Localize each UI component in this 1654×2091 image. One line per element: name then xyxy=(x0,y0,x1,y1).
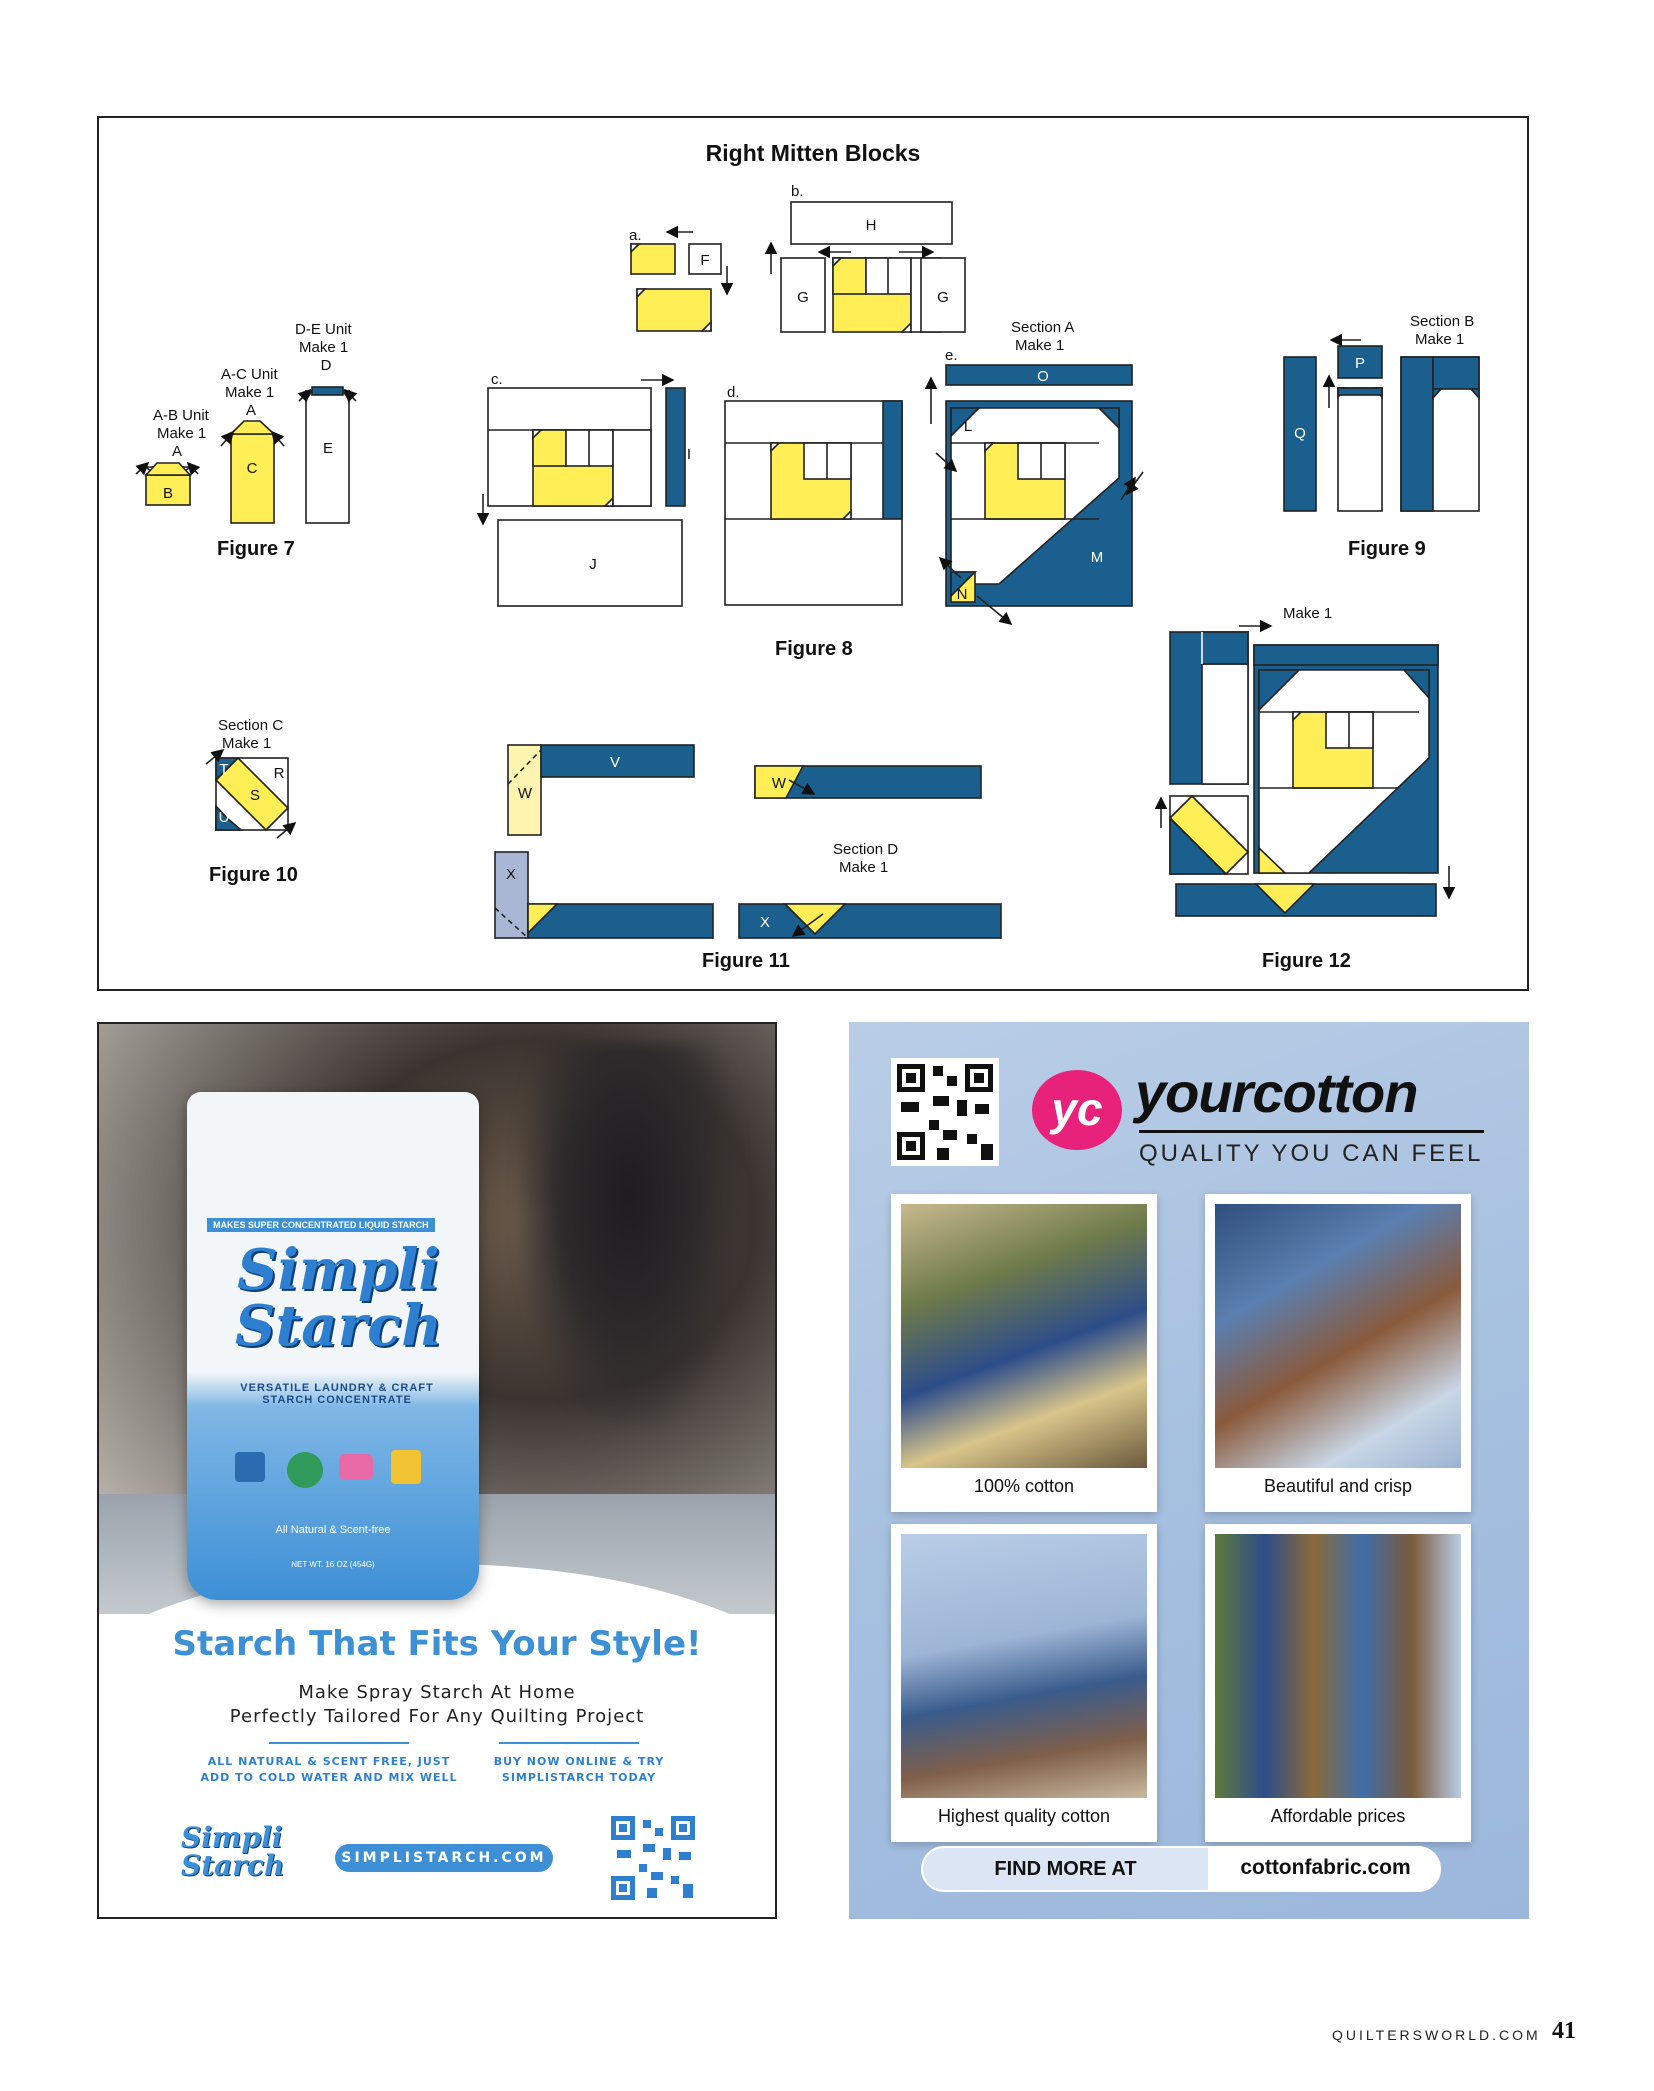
product-card-cotton[interactable] xyxy=(891,1194,1157,1512)
card-caption: Affordable prices xyxy=(1270,1806,1406,1826)
yourcotton-brand: yourcotton xyxy=(1135,1061,1418,1124)
page-number: 41 xyxy=(1552,2018,1576,2044)
piece-x-1: X xyxy=(505,866,517,883)
piece-p: P xyxy=(1354,355,1366,372)
piece-n: N xyxy=(956,586,968,603)
benefit-left-1: ALL NATURAL & SCENT FREE, JUST xyxy=(207,1755,451,1768)
step-b: b. xyxy=(791,183,804,200)
footer-site: QUILTERSWORLD.COM xyxy=(1332,2027,1541,2043)
piece-w-1: W xyxy=(517,785,533,802)
yourcotton-qr-code[interactable] xyxy=(891,1058,999,1166)
piece-v: V xyxy=(609,754,621,771)
piece-g-right: G xyxy=(937,289,949,306)
benefit-left-2: ADD TO COLD WATER AND MIX WELL xyxy=(200,1771,458,1784)
piece-a-2: A xyxy=(245,402,257,419)
label-section-a: Section A xyxy=(1011,319,1075,336)
piece-w-2: W xyxy=(771,775,787,792)
figure-8-step-a xyxy=(631,232,727,331)
fabric-cutting-photo xyxy=(1215,1204,1461,1468)
piece-b: B xyxy=(162,485,174,502)
label-section-b-make: Make 1 xyxy=(1415,331,1465,348)
small-logo-line1: Simpli xyxy=(181,1821,283,1854)
piece-e: E xyxy=(322,440,334,457)
piece-c: C xyxy=(246,460,258,477)
simplistarch-qr-code[interactable] xyxy=(609,1814,697,1902)
simplistarch-advertisement[interactable] xyxy=(97,1022,777,1919)
piece-l: L xyxy=(963,418,973,435)
pouch-subtitle: VERSATILE LAUNDRY & CRAFT STARCH CONCENTRATE xyxy=(240,1382,434,1406)
card-caption: Beautiful and crisp xyxy=(1263,1476,1413,1496)
figure-12-title: Figure 12 xyxy=(1262,950,1351,972)
pouch-natural: All Natural & Scent-free xyxy=(275,1524,391,1536)
piece-x-2: X xyxy=(759,914,771,931)
piece-o: O xyxy=(1037,368,1049,385)
pouch-logo-line1: Simpli xyxy=(237,1237,440,1303)
piece-s: S xyxy=(249,787,261,804)
step-d: d. xyxy=(727,384,740,401)
plant-icon xyxy=(287,1452,323,1488)
piece-k: K xyxy=(1089,422,1101,439)
label-section-c-make: Make 1 xyxy=(222,735,272,752)
label-de-make: Make 1 xyxy=(299,339,349,356)
label-section-d: Section D xyxy=(833,841,899,858)
diagram-drawing xyxy=(99,118,1527,989)
figure-11-drawing xyxy=(495,745,1001,938)
piece-m: M xyxy=(1090,549,1104,566)
piece-h: H xyxy=(865,217,877,234)
yourcotton-tagline: QUALITY YOU CAN FEEL xyxy=(1139,1140,1484,1167)
step-c: c. xyxy=(491,371,503,388)
figure-9-title: Figure 9 xyxy=(1348,538,1426,560)
pouch-logo-line2: Starch xyxy=(235,1293,442,1359)
step-e: e. xyxy=(945,347,958,364)
label-section-c: Section C xyxy=(218,717,284,734)
piece-i: I xyxy=(686,446,692,463)
simplistarch-url-button[interactable]: SIMPLISTARCH.COM xyxy=(335,1844,553,1872)
find-more-label: FIND MORE AT xyxy=(923,1848,1208,1890)
washer-icon xyxy=(391,1450,421,1484)
divider-left xyxy=(269,1742,409,1744)
find-more-bar[interactable] xyxy=(921,1846,1441,1892)
piece-d: D xyxy=(320,357,332,374)
figure-10-title: Figure 10 xyxy=(209,864,298,886)
product-card-quality[interactable] xyxy=(891,1524,1157,1842)
product-card-crisp[interactable] xyxy=(1205,1194,1471,1512)
piece-a-1: A xyxy=(171,443,183,460)
brand-underline xyxy=(1139,1130,1484,1133)
piece-u: U xyxy=(218,809,230,826)
simplistarch-logo[interactable] xyxy=(181,1821,285,1882)
piece-g-left: G xyxy=(797,289,809,306)
label-de-unit: D-E Unit xyxy=(295,321,352,338)
figure-11-title: Figure 11 xyxy=(702,950,790,972)
pouch-icons xyxy=(227,1434,437,1504)
figure-8-title: Figure 8 xyxy=(775,638,853,660)
piece-j: J xyxy=(589,556,597,573)
fabric-stack-photo xyxy=(901,1204,1147,1468)
label-ab-unit: A-B Unit xyxy=(153,407,209,424)
fabric-hanging-photo xyxy=(1215,1534,1461,1798)
label-fig12-make: Make 1 xyxy=(1283,605,1333,622)
piece-f: F xyxy=(700,252,710,269)
step-a: a. xyxy=(629,227,642,244)
benefit-right-1: BUY NOW ONLINE & TRY xyxy=(493,1755,665,1768)
label-section-d-make: Make 1 xyxy=(839,859,889,876)
starch-pouch xyxy=(187,1092,479,1600)
product-card-prices[interactable] xyxy=(1205,1524,1471,1842)
piece-t: T xyxy=(219,761,229,778)
figure-7-title: Figure 7 xyxy=(217,538,295,560)
pouch-tag: MAKES SUPER CONCENTRATED LIQUID STARCH xyxy=(207,1218,435,1232)
label-ac-unit: A-C Unit xyxy=(221,366,278,383)
figure-9-drawing xyxy=(1284,340,1479,511)
card-caption: Highest quality cotton xyxy=(937,1806,1111,1826)
label-section-a-make: Make 1 xyxy=(1015,337,1065,354)
pouch-net-weight: NET WT. 16 OZ (454G) xyxy=(291,1560,375,1569)
benefit-right-2: SIMPLISTARCH TODAY xyxy=(501,1771,657,1784)
fabric-hands-photo xyxy=(901,1534,1147,1798)
small-logo-line2: Starch xyxy=(181,1849,285,1882)
starch-line-2: Perfectly Tailored For Any Quilting Project xyxy=(229,1706,645,1727)
piece-r: R xyxy=(273,765,285,782)
figure-12-drawing xyxy=(1161,626,1449,916)
blurred-sewer xyxy=(519,1044,739,1424)
diagram-title: Right Mitten Blocks xyxy=(705,140,921,166)
yourcotton-advertisement[interactable] xyxy=(849,1022,1529,1919)
mitten-blocks-diagram xyxy=(97,116,1529,991)
label-section-b: Section B xyxy=(1410,313,1475,330)
starch-line-1: Make Spray Starch At Home xyxy=(298,1682,576,1703)
benefit-left xyxy=(189,1754,469,1786)
starch-headline: Starch That Fits Your Style! xyxy=(172,1624,702,1664)
iron-icon xyxy=(339,1454,373,1480)
card-caption: 100% cotton xyxy=(973,1476,1075,1496)
figure-8-step-c xyxy=(483,380,685,606)
label-ac-make: Make 1 xyxy=(225,384,275,401)
cottonfabric-link[interactable]: cottonfabric.com xyxy=(1240,1856,1411,1879)
yc-logo-badge: yc xyxy=(1032,1070,1122,1150)
benefit-right xyxy=(469,1754,689,1786)
divider-right xyxy=(499,1742,639,1744)
pouch-logo xyxy=(235,1237,442,1359)
label-ab-make: Make 1 xyxy=(157,425,207,442)
piece-q: Q xyxy=(1294,425,1306,442)
shirt-icon xyxy=(235,1452,265,1482)
figure-8-step-d xyxy=(725,401,902,605)
